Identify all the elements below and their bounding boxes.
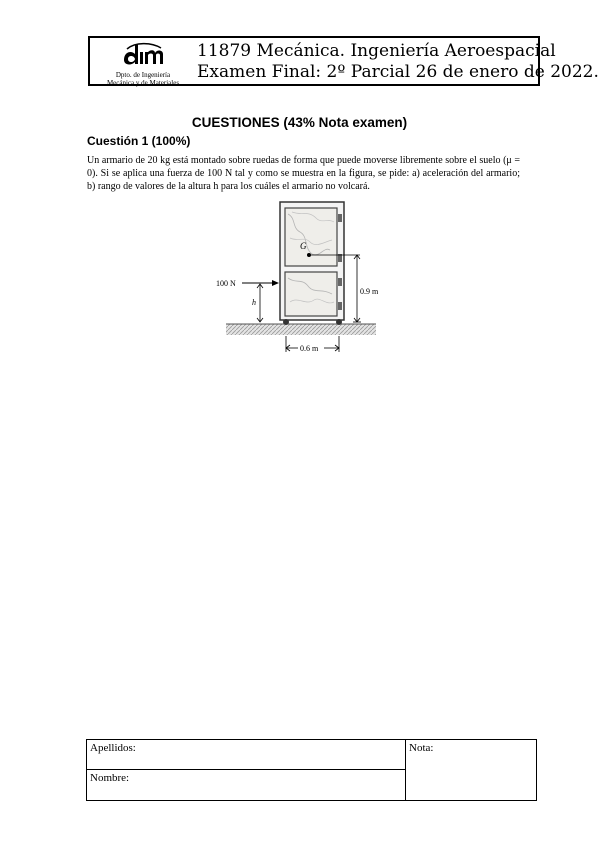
footer-divider-vertical (405, 740, 406, 800)
width-dimension-label: 0.6 m (300, 344, 319, 353)
wheel-right (336, 319, 342, 325)
department-logo (93, 40, 193, 87)
section-heading: CUESTIONES (43% Nota examen) (191, 115, 408, 130)
ground (226, 324, 376, 335)
grade-label: Nota: (409, 742, 434, 754)
force-arrowhead (272, 280, 279, 286)
student-info-box (86, 739, 537, 801)
question-heading: Cuestión 1 (100%) (87, 134, 191, 148)
logo-caption-line1: Dpto. de Ingeniería (115, 71, 171, 79)
cg-label: G (300, 241, 307, 251)
force-label: 100 N (216, 279, 236, 288)
exam-header (88, 36, 599, 87)
exam-title: Examen Final: 2º Parcial 26 de enero de 2022. (197, 62, 599, 82)
surname-label: Apellidos: (90, 742, 136, 754)
height-dimension-label: 0.9 m (360, 287, 379, 296)
cabinet-diagram (212, 198, 382, 356)
name-label: Nombre: (90, 772, 130, 784)
h-label: h (252, 298, 256, 307)
logo-caption (93, 71, 193, 87)
course-title: 11879 Mecánica. Ingeniería Aeroespacial (197, 41, 556, 61)
question-text: Un armario de 20 kg está montado sobre ruedas de forma que puede moverse libremente sobre el suelo (μ = 0). Si se aplica una fuerza de 100 N tal y como se muestra en la figura, se pide: a) aceleración del armario; b) rango de valores de la altura h para los cuáles el armario no volcará. (87, 155, 520, 192)
wheel-left (283, 319, 289, 325)
cabinet-figure (212, 198, 382, 356)
footer-divider-horizontal (87, 769, 405, 770)
dimm-logo-icon (121, 40, 165, 70)
logo-caption-line2: Mecánica y de Materiales (106, 79, 180, 87)
